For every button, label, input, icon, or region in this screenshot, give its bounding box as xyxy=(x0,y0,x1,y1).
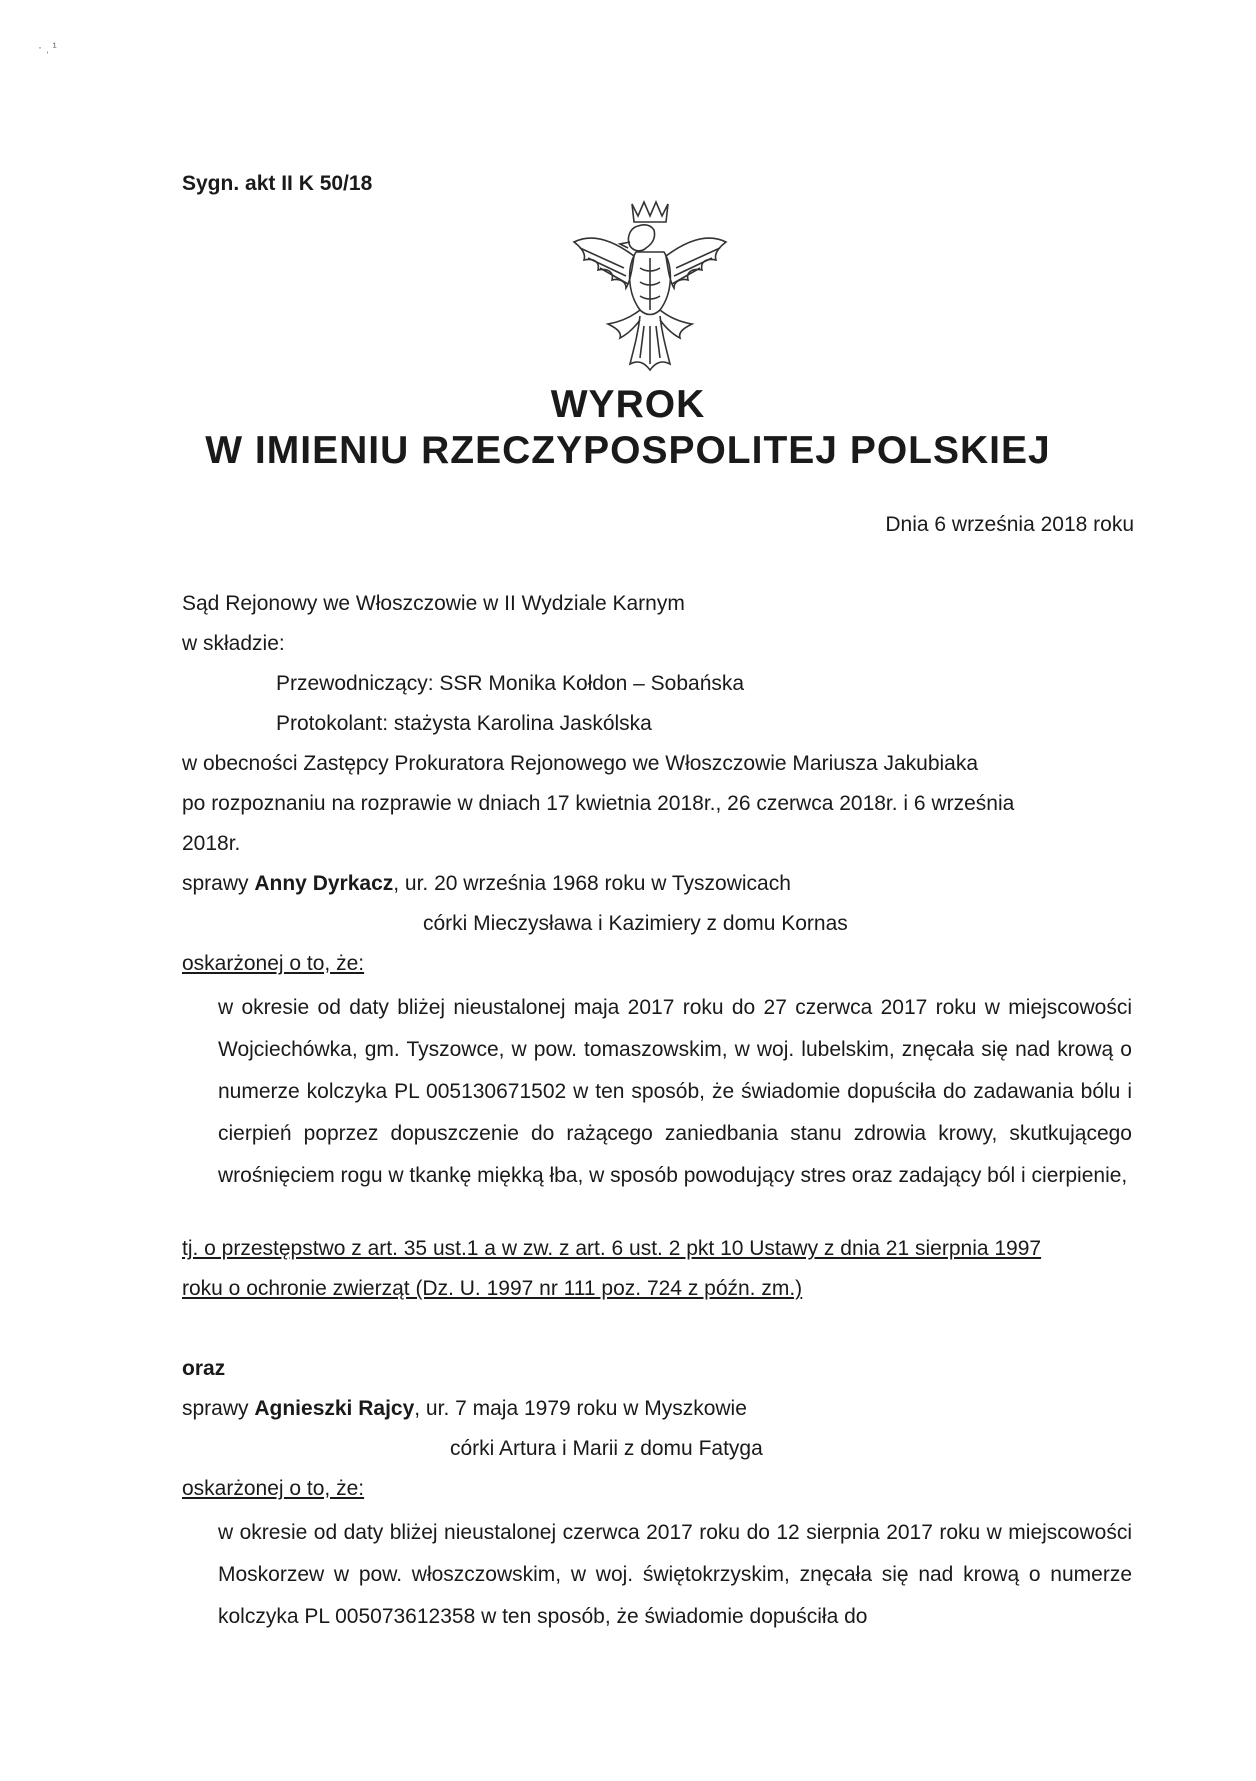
case2-parents: córki Artura i Marii z domu Fatyga xyxy=(450,1437,763,1460)
conjunction-oraz: oraz xyxy=(182,1357,226,1380)
case2-defendant-name: Agnieszki Rajcy xyxy=(254,1397,415,1420)
court-clerk: Protokolant: stażysta Karolina Jaskólska xyxy=(276,712,652,735)
polish-eagle-emblem-icon xyxy=(560,198,740,376)
case2-prefix: sprawy xyxy=(182,1397,255,1420)
case1-charge-text: w okresie od daty bliżej nieustalonej maja 2017 roku do 27 czerwca 2017 roku w miejscowości Wojciechówka, gm. Tyszowce, w pow. tomaszowskim, w woj. lubelskim, znęcała się nad krową o numerze kolczyka PL 005130671502 w ten sposób, że świadomie dopuściła do zadawania bólu i cierpień poprzez dopuszczenie do rażącego zaniedbania stanu zdrowia krowy, skutkującego wrośnięciem rogu w tkankę miękką łba, w sposób powodujący stres oraz zadający ból i cierpienie, xyxy=(218,996,1132,1187)
judgment-date: Dnia 6 września 2018 roku xyxy=(885,513,1134,536)
case1-defendant-line xyxy=(182,873,791,894)
case1-birth: , ur. 20 września 1968 roku w Tyszowicach xyxy=(393,872,791,895)
document-title: WYROK xyxy=(550,383,706,426)
document-subtitle: W IMIENIU RZECZYPOSPOLITEJ POLSKIEJ xyxy=(205,429,1051,472)
case1-charged-label: oskarżonej o to, że: xyxy=(182,952,365,975)
case2-charge-text: w okresie od daty bliżej nieustalonej czerwca 2017 roku do 12 sierpnia 2017 roku w miejscowości Moskorzew w pow. włoszczowskim, w woj. świętokrzyskim, znęcała się nad krową o numerze kolczyka PL 005073612358 w ten sposób, że świadomie dopuściła do xyxy=(218,1521,1132,1628)
case2-charged-label: oskarżonej o to, że: xyxy=(182,1477,365,1500)
case-signature: Sygn. akt II K 50/18 xyxy=(182,172,373,195)
case2-birth: , ur. 7 maja 1979 roku w Myszkowie xyxy=(414,1397,747,1420)
hearing-dates-line1: po rozpoznaniu na rozprawie w dniach 17 kwietnia 2018r., 26 czerwca 2018r. i 6 września xyxy=(182,792,1015,815)
case1-parents: córki Mieczysława i Kazimiery z domu Kornas xyxy=(423,912,848,935)
case1-defendant-name: Anny Dyrkacz xyxy=(254,872,394,895)
case1-legal-basis-line2: roku o ochronie zwierząt (Dz. U. 1997 nr 111 poz. 724 z późn. zm.) xyxy=(182,1277,803,1300)
court-name: Sąd Rejonowy we Włoszczowie w II Wydziale Karnym xyxy=(182,592,685,615)
case1-legal-basis-line1: tj. o przestępstwo z art. 35 ust.1 a w zw. z art. 6 ust. 2 pkt 10 Ustawy z dnia 21 sierpnia 1997 xyxy=(182,1237,1042,1260)
presiding-judge: Przewodniczący: SSR Monika Kołdon – Sobańska xyxy=(276,672,745,695)
case1-prefix: sprawy xyxy=(182,872,255,895)
case2-defendant-line xyxy=(182,1398,747,1419)
composition-label: w składzie: xyxy=(182,632,285,655)
hearing-dates-line2: 2018r. xyxy=(182,832,241,855)
prosecutor-line: w obecności Zastępcy Prokuratora Rejonowego we Włoszczowie Mariusza Jakubiaka xyxy=(182,752,979,775)
scan-marks: · ˌ ¹ xyxy=(38,40,57,54)
